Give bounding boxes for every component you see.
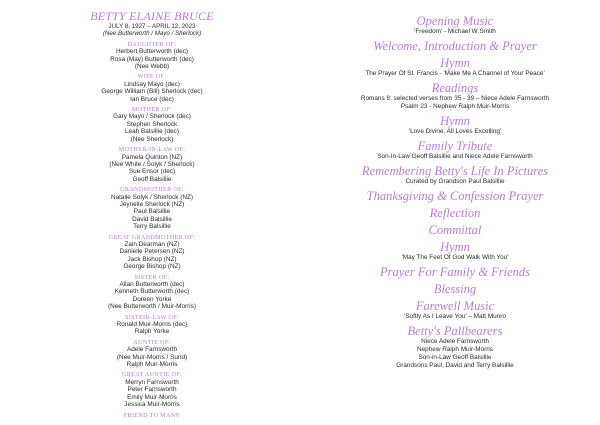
life-dates: JULY 8, 1927 – APRIL 12, 2023 — [108, 23, 196, 30]
family-section — [72, 73, 232, 103]
family-section-heading: DAUGHTER OF: — [127, 40, 177, 48]
family-member: Terry Balsillie — [133, 223, 171, 231]
family-section-heading: GREAT GRANDMOTHER OF: — [108, 233, 196, 241]
service-section — [335, 282, 575, 296]
family-member: Lindsay Mayo (dec) — [124, 80, 180, 88]
family-section-heading: GRANDMOTHER OF: — [120, 186, 184, 194]
service-heading: Family Tribute — [417, 139, 493, 153]
service-heading: Readings — [431, 81, 479, 95]
service-heading: Farewell Music — [415, 299, 495, 313]
family-member: Doreen Yorke — [132, 295, 172, 303]
family-member: Peter Farnsworth — [127, 386, 177, 394]
service-detail: Son-In-Law Geoff Balsillie and Niece Adele Farnsworth — [377, 153, 533, 160]
service-heading: Welcome, Introduction & Prayer — [373, 39, 537, 53]
family-section — [72, 314, 232, 336]
service-heading: Thanksgiving & Confession Prayer — [366, 189, 544, 203]
service-section — [335, 81, 575, 111]
service-heading: Prayer For Family & Friends — [380, 265, 530, 279]
family-member: Emily Muir-Morris — [127, 393, 177, 401]
family-member: (Nee Butterworth / Muir-Morris) — [107, 303, 197, 311]
family-section — [72, 234, 232, 271]
family-section-heading: FRIEND TO MANY — [123, 411, 181, 419]
service-section — [335, 299, 575, 321]
service-detail: 'Love Divine, All Loves Excelling' — [408, 128, 502, 135]
family-member: (Nee Muir-Morris / Sund) — [116, 353, 188, 361]
service-section — [335, 14, 575, 36]
service-heading: Reflection — [429, 206, 481, 220]
family-member: Jeynelle Sherlock (NZ) — [119, 200, 185, 208]
service-heading: Hymn — [440, 56, 470, 70]
family-section-heading: SISTEIR-LAW OF: — [125, 313, 179, 321]
service-detail: 'Softly As I Leave You' – Matt Munro — [404, 313, 506, 320]
service-detail: Son-in-Law Geoff Balsillie — [418, 354, 492, 361]
service-section — [335, 240, 575, 262]
service-section — [335, 114, 575, 136]
family-section-heading: GREAT AUNTIE OF: — [121, 371, 183, 379]
family-member: George Bishop (NZ) — [123, 263, 181, 271]
family-member: Natalie Solyk / Sherlock (NZ) — [110, 193, 194, 201]
service-section — [335, 223, 575, 237]
family-section — [72, 412, 232, 419]
service-section — [335, 189, 575, 203]
service-section — [335, 324, 575, 370]
family-member: Geoff Balsillie — [132, 175, 172, 183]
service-detail: Psalm 23 - Nephew Ralph Muir-Morris — [400, 103, 510, 110]
service-detail: 'Freedom' - Michael W Smith — [414, 28, 496, 35]
family-section-heading: SISTER OF: — [134, 273, 170, 281]
family-section — [72, 186, 232, 230]
service-detail: Romans 8: selected verses from 35 - 39 – Niece Adele Farnsworth — [360, 95, 550, 102]
service-section — [335, 39, 575, 53]
family-member: Ian Bruce (dec) — [130, 95, 174, 103]
service-heading: Hymn — [440, 240, 470, 254]
family-section-heading: MOTHER OF: — [131, 106, 173, 114]
service-section — [335, 139, 575, 161]
family-member: Danielle Petersen (NZ) — [119, 248, 185, 256]
service-detail: Nephew Ralph Muir-Morris — [417, 346, 493, 353]
family-member: Leah Balsillie (dec) — [125, 128, 179, 136]
service-heading: Hymn — [440, 114, 470, 128]
family-member: (Nee Sherlock) — [130, 135, 174, 143]
service-heading: Opening Music — [416, 14, 494, 28]
service-heading: Blessing — [433, 282, 477, 296]
service-heading: Committal — [428, 223, 482, 237]
family-member: Merryn Farnsworth — [125, 378, 179, 386]
deceased-name: BETTY ELAINE BRUCE — [90, 9, 214, 23]
family-member: Ronald Muir-Morris (dec) — [116, 321, 188, 329]
service-section — [335, 265, 575, 279]
family-column — [72, 10, 232, 419]
family-section-heading: WIFE OF: — [137, 73, 167, 81]
family-member: Ralph Muir-Morris — [126, 361, 178, 369]
family-sections — [72, 41, 232, 419]
service-heading: Remembering Betty's Life In Pictures — [361, 164, 549, 178]
family-member: Pamela Quinton (NZ) — [121, 153, 183, 161]
family-member: Kenneth Butterworth (dec) — [114, 288, 190, 296]
family-member: Allan Butterworth (dec) — [119, 281, 185, 288]
family-section — [72, 339, 232, 369]
family-member: Jack Bishop (NZ) — [127, 255, 177, 263]
family-section — [72, 146, 232, 183]
service-heading: Betty's Pallbearers — [407, 324, 503, 338]
family-member: George William (Bill) Sherlock (dec) — [101, 88, 203, 96]
family-section — [72, 371, 232, 408]
family-member: Rosa (May) Butterworth (dec) — [110, 55, 194, 63]
service-detail: The Prayer Of St. Francis - 'Make Me A Channel of Your Peace' — [365, 70, 545, 77]
service-detail: Curated by Grandson Paul Balsillie — [405, 178, 505, 185]
family-member: Adele Farnsworth — [126, 346, 178, 354]
family-section — [72, 41, 232, 71]
service-section — [335, 206, 575, 220]
service-detail: Niece Adele Farnsworth — [421, 338, 489, 345]
family-member: Jessica Muir-Morris — [124, 401, 180, 409]
family-member: David Balsillie — [132, 215, 172, 223]
family-member: Zain Dearman (NZ) — [124, 240, 180, 248]
family-member: Stephen Sherlock — [126, 120, 178, 128]
family-member: Sue Ensor (dec) — [128, 168, 176, 176]
family-member: Herbert Butterworth (dec) — [115, 48, 189, 56]
family-section — [72, 274, 232, 311]
service-detail: 'May The Feet Of God Walk With You' — [401, 254, 509, 261]
service-sections — [335, 14, 575, 370]
family-member: Ralph Yorke — [134, 328, 170, 336]
family-member: (Nee White / Solyk / Sherlock) — [109, 160, 195, 168]
service-section — [335, 164, 575, 186]
family-member: (Nee Webb) — [134, 63, 170, 71]
family-section-heading: AUNTIE OF: — [133, 338, 171, 346]
order-of-service-column — [335, 14, 575, 370]
service-detail: Grandsons Paul, David and Terry Balsillie — [396, 362, 514, 369]
service-section — [335, 56, 575, 78]
maiden-names: (Nee Butterworth / Mayo / Sherlock) — [102, 30, 202, 38]
family-section-heading: MOTHER-IN-LAW OF: — [118, 146, 186, 154]
family-member: Gary Mayo / Sherlock (dec) — [113, 113, 191, 121]
family-section — [72, 106, 232, 143]
family-member: Paul Balsillie — [133, 208, 171, 216]
